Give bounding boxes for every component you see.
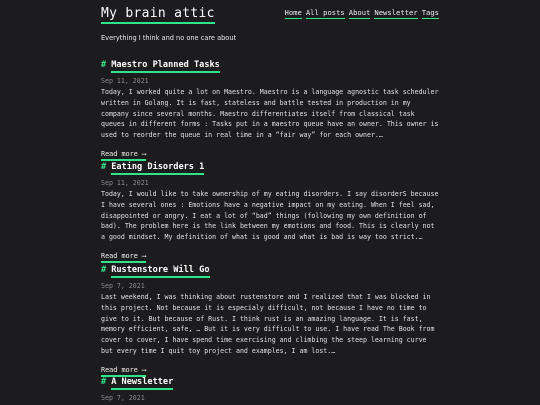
read-more-link[interactable]: Read more ⟶ <box>101 150 146 161</box>
nav-newsletter[interactable]: Newsletter <box>374 8 418 17</box>
nav-home[interactable]: Home <box>284 8 302 17</box>
post-item <box>101 376 439 403</box>
post-date: Sep 7, 2021 <box>101 282 145 290</box>
page-container <box>101 0 439 43</box>
post-date: Sep 7, 2021 <box>101 394 145 402</box>
post-hash: # <box>101 265 107 275</box>
nav-about[interactable]: About <box>348 8 371 17</box>
post-title-text[interactable]: Eating Disorders 1 <box>111 162 204 175</box>
nav-tags[interactable]: Tags <box>421 8 439 17</box>
post-title-text[interactable]: Rustenstore Will Go <box>111 265 209 278</box>
site-subtitle: Everything I think and no one care about <box>101 34 237 42</box>
post-title-text[interactable]: A Newsletter <box>111 377 173 390</box>
post-item <box>101 59 439 161</box>
post-summary: Today, I would like to take ownership of my eating disorders. I say disorderS because I have several ones : Emotions have a negative impact on my eating. When I feel sad, disappointed or angry. I eat a lot of “bad” things (following my own definition of bad). The problem here is the link between my emotions and food. This is clearly not a good mindset. My definition of what is good and what is bad is way too strict.… <box>101 190 439 242</box>
post-title[interactable] <box>101 59 439 71</box>
post-title[interactable] <box>101 264 439 276</box>
main-nav <box>285 8 440 19</box>
post-date: Sep 11, 2021 <box>101 179 149 187</box>
post-title[interactable] <box>101 161 439 173</box>
post-title[interactable] <box>101 376 439 388</box>
post-summary: Today, I worked quite a lot on Maestro. Maestro is a language agnostic task scheduler written in Golang. It is fast, stateless and battle tested in production in my company since several months. Maestro differentiates itself from classical task queues in different forms : Tasks put in a maestro queue have an owner. This owner is used to reorder the queue in real time in a “fair way” for each owner.… <box>101 88 439 140</box>
post-hash: # <box>101 377 107 387</box>
post-hash: # <box>101 162 107 172</box>
nav-all-posts[interactable]: All posts <box>305 8 345 17</box>
read-more-link[interactable]: Read more ⟶ <box>101 366 146 377</box>
site-title-link[interactable]: My brain attic <box>101 6 215 24</box>
site-header <box>101 6 439 28</box>
post-hash: # <box>101 60 107 70</box>
post-item <box>101 161 439 263</box>
post-summary: Last weekend, I was thinking about rustenstore and I realized that I was blocked in this project. Not because it is especialy difficult, not because I have no time to give to it. But because of Rust. I think rust is an amazing language. It is fast, memory efficient, safe, … But it is very difficult to use. I have read The Book from cover to cover, I have spend time exercising and climbing the steep learning curve but every time I quit toy project and examples, I am lost.… <box>101 293 435 355</box>
post-date: Sep 11, 2021 <box>101 77 149 85</box>
post-item <box>101 264 439 377</box>
post-title-text[interactable]: Maestro Planned Tasks <box>111 60 220 73</box>
read-more-link[interactable]: Read more ⟶ <box>101 252 146 263</box>
